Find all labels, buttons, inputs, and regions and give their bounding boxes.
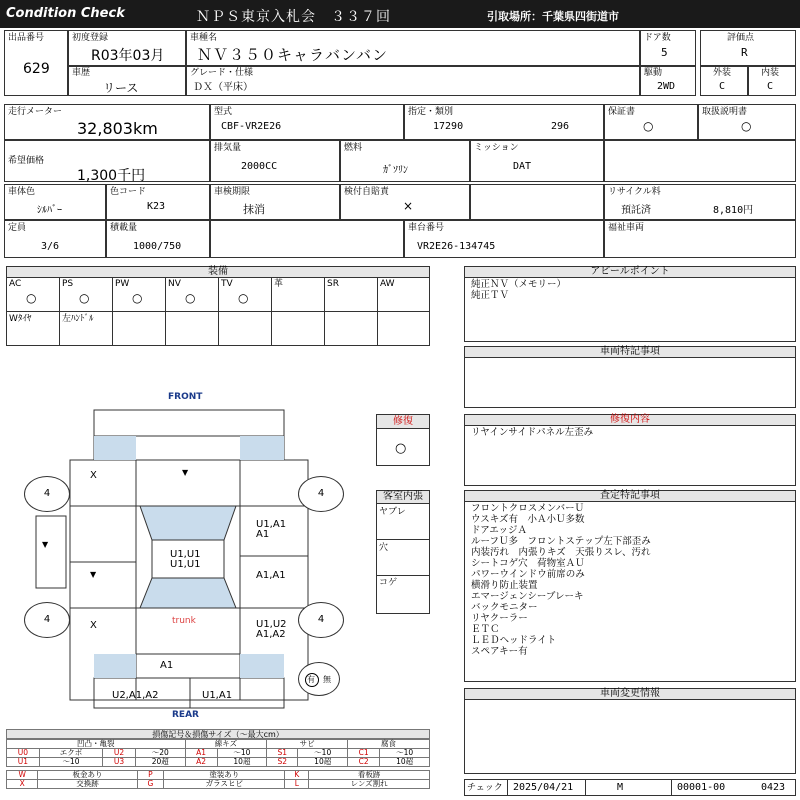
spare-none: 無 [323,675,331,684]
recycle-status: 預託済 [621,205,651,216]
tire-front-left: 4 [24,476,70,512]
price-label: 希望価格 [8,156,45,166]
first-reg-cell [68,30,186,66]
legend-code: A2 [185,758,217,767]
score-cell [700,30,796,66]
load-label: 積載量 [110,223,138,233]
inspector-notes-title: 査定特記事項 [465,491,795,502]
color-cell [4,184,106,220]
color-label: 車体色 [8,187,36,197]
cabin-item-hole: 穴 [379,543,389,553]
type-label: 型式 [214,107,233,117]
chassis-cell [404,220,604,258]
special-title: 車両特記事項 [465,347,795,358]
recycle-fee: 8,810円 [713,205,754,216]
repair-mark: ○ [395,441,407,456]
tire-front-right: 4 [298,476,344,512]
tire-rear-right: 4 [298,602,344,638]
legend-desc: エクボ [39,749,102,758]
auction-title: ＮＰＳ東京入札会 ３３７回 [196,9,391,25]
legend-note-code: X [7,780,38,789]
warranty-mark: ○ [643,119,654,133]
spare-yes: 有 [307,675,315,684]
mark-left-door: ▼ [42,540,49,549]
appeal-section [464,266,796,342]
legend-group-dent: 凹凸・亀裂 [7,740,186,749]
chassis-value: VR2E26-134745 [417,241,496,252]
damage-legend [6,729,430,789]
warranty-label: 保証書 [608,107,636,117]
mark-right-middle: A1,A1 [256,570,286,581]
mark-rear-right: U1,U2 A1,A2 [256,619,287,640]
insurance-label: 検付自賠責 [344,187,390,197]
spare-tire [298,662,340,696]
designation-value: 17290 [433,121,464,132]
equip-mark-tv: ○ [238,291,249,305]
inspection-cell [210,184,340,220]
interior-label: 内装 [761,68,780,78]
legend-code: U0 [7,749,40,758]
legend-code: A1 [185,749,217,758]
drive-value: 2WD [657,81,676,92]
blank-cell-1 [604,140,796,182]
repair-box [376,414,430,466]
legend-note: 板金あり [38,771,137,780]
trunk-label: trunk [172,616,196,626]
warranty-cell [604,104,698,140]
grade-value: ＤＸ（平床） [193,82,253,93]
mark-hood: ▼ [182,468,189,477]
equipment-table [6,266,430,346]
model-name: ＮＶ３５０キャラバンバン [197,46,388,64]
check-footer [464,779,796,796]
legend-desc: 10超 [217,758,267,767]
model-cell [186,30,640,66]
legend-desc: 10超 [298,758,348,767]
legend-note-code: P [137,771,164,780]
mission-label: ミッション [474,143,519,153]
repair-title: 修復 [377,415,429,429]
designation-label: 指定・類別 [408,107,454,117]
check-date: 2025/04/21 [513,782,574,793]
price-value: 1,300千円 [77,168,146,184]
legend-group-rust: サビ [267,740,348,749]
mark-rear-bumper: A1 [160,660,174,671]
equip-label-nv: NV [168,279,181,289]
repair-detail-title: 修復内容 [465,415,795,426]
grade-cell [186,66,640,96]
history-value: リース [103,81,139,95]
score-value: R [741,46,748,59]
legend-code: S2 [267,758,298,767]
cabin-box [376,490,430,614]
legend-code: U3 [103,758,136,767]
mark-left-panel: ▼ [90,570,97,579]
equip-label-pw: PW [115,279,130,289]
front-label: FRONT [168,392,203,402]
capacity-value: 3/6 [41,241,60,252]
legend-table [6,739,430,767]
color-code-value: K23 [147,201,166,212]
legend-code: S1 [267,749,298,758]
legend-notes [6,770,430,789]
inspector-notes-text: フロントクロスメンバーＵ ウスキズ有 小Ａ小Ｕ多数 ドアエッジＡ ルーフＵ多 フロントステップ左下部歪み 内装汚れ 内張りキズ 天張りスレ、汚れ シートコゲ穴 荷物室ＡＵ パワーウインドウ前席のみ 横滑り防止装置 エマージェンシーブレーキ バックモニター リヤクーラー ＥＴＣ ＬＥＤヘッドライト スペアキー有 [471,503,651,657]
legend-desc: 〜10 [39,758,102,767]
drive-cell [640,66,696,96]
doors-cell [640,30,696,66]
legend-code: C1 [348,749,380,758]
legend-note-code: K [285,771,309,780]
equip-mark-pw: ○ [132,291,143,305]
legend-desc: 〜10 [298,749,348,758]
mark-front-left: X [90,470,97,481]
pickup-location: 引取場所：千葉県四街道市 [487,10,619,23]
designation-cell [404,104,604,140]
lot-number: 629 [23,61,50,77]
grade-label: グレード・仕様 [190,68,254,78]
mileage-value: 32,803km [77,119,158,138]
mark-front-right: U1,A1 A1 [256,519,287,540]
insurance-cell [340,184,470,220]
mark-bottom-left: U2,A1,A2 [112,690,159,701]
legend-note: レンズ割れ [309,780,430,789]
fuel-value: ｶﾞｿﾘﾝ [383,165,408,176]
mark-roof: U1,U1 U1,U1 [170,549,201,570]
blank-cell-3 [210,220,404,258]
legend-note-code: W [7,771,38,780]
capacity-cell [4,220,106,258]
category-value: 296 [551,121,570,132]
color-code-cell [106,184,210,220]
fuel-label: 燃料 [344,143,363,153]
equip-mark-nv: ○ [185,291,196,305]
changes-title: 車両変更情報 [465,689,795,700]
mark-bottom-right: U1,A1 [202,690,233,701]
mission-cell [470,140,604,182]
equip-label-sr: SR [327,279,339,289]
legend-desc: 〜20 [135,749,185,758]
first-reg-label: 初度登録 [72,33,109,43]
interior-value: C [767,81,774,92]
mark-rear-left: X [90,620,97,631]
fuel-cell [340,140,470,182]
cabin-item-burn: コゲ [379,578,398,588]
car-diagram [0,380,370,725]
doc-code: 00001-00 [677,782,726,793]
mission-value: DAT [513,161,532,172]
legend-code: U2 [103,749,136,758]
inspection-value: 抹消 [243,203,265,216]
history-cell [68,66,186,96]
equip-label-tv: TV [221,279,233,289]
legend-note: ガラスヒビ [164,780,285,789]
model-label: 車種名 [190,33,218,43]
tire-rear-left: 4 [24,602,70,638]
displacement-label: 排気量 [214,143,242,153]
form-title: Condition Check [6,6,125,21]
equip-label-ps: PS [62,279,74,289]
changes-section [464,688,796,774]
displacement-value: 2000CC [241,161,278,172]
chassis-label: 車台番号 [408,223,445,233]
displacement-cell [210,140,340,182]
exterior-cell [700,66,748,96]
lot-label: 出品番号 [8,33,45,43]
legend-group-corrosion: 腐食 [348,740,430,749]
inspection-label: 車検期限 [214,187,251,197]
first-reg-value: R03年03月 [91,48,165,64]
manual-label: 取扱説明書 [702,107,748,117]
check-label: チェック [467,783,503,793]
equip-left-handle: 左ﾊﾝﾄﾞﾙ [62,314,94,324]
price-cell [4,140,210,182]
legend-desc: 10超 [380,758,430,767]
inspector-notes-section [464,490,796,682]
legend-desc: 〜10 [217,749,267,758]
legend-note: 看板跡 [309,771,430,780]
header-bar [0,0,800,28]
legend-note-code: L [285,780,309,789]
load-value: 1000/750 [133,241,182,252]
insurance-value: × [403,199,414,213]
legend-note-code: G [137,780,164,789]
manual-mark: ○ [741,119,752,133]
cabin-item-tear: ヤブレ [379,507,406,517]
color-code-label: 色コード [110,187,147,197]
repair-detail-text: リヤインサイドパネル左歪み [471,427,594,438]
legend-code: C2 [348,758,380,767]
equip-label-ac: AC [9,279,22,289]
mileage-label: 走行メーター [8,107,63,117]
equipment-title: 装備 [7,267,429,278]
interior-cell [748,66,796,96]
exterior-label: 外装 [713,68,732,78]
manual-cell [698,104,796,140]
appeal-title: アピールポイント [465,267,795,278]
blank-cell-2 [470,184,604,220]
color-value: ｼﾙﾊﾞｰ [37,205,62,216]
legend-group-scratch: 線キズ [185,740,267,749]
cabin-title: 客室内張 [377,491,429,504]
legend-note: 塗装あり [164,771,285,780]
welfare-label: 福祉車両 [608,223,645,233]
special-section [464,346,796,408]
history-label: 車歴 [72,68,91,78]
equip-w-tire: Wﾀｲﾔ [9,314,32,324]
legend-desc: 20超 [135,758,185,767]
recycle-cell [604,184,796,220]
doors-value: 5 [661,46,668,59]
legend-title: 損傷記号＆損傷サイズ（〜最大cm） [6,729,430,739]
mileage-cell [4,104,210,140]
equip-label-leather: 革 [274,279,284,289]
appeal-text: 純正ＮＶ（メモリー） 純正ＴＶ [471,279,567,301]
capacity-label: 定員 [8,223,27,233]
legend-desc: 〜10 [380,749,430,758]
lot-cell [4,30,68,96]
score-label: 評価点 [727,33,755,43]
equip-mark-ps: ○ [79,291,90,305]
equip-mark-ac: ○ [26,291,37,305]
legend-code: U1 [7,758,40,767]
legend-note: 交換跡 [38,780,137,789]
recycle-label: リサイクル料 [608,187,661,197]
drive-label: 駆動 [644,68,663,78]
type-value: CBF-VR2E26 [221,121,282,132]
equip-label-aw: AW [380,279,395,289]
welfare-cell [604,220,796,258]
type-cell [210,104,404,140]
inspector-code: M [617,782,624,793]
load-cell [106,220,210,258]
repair-detail-section [464,414,796,486]
doors-label: ドア数 [644,33,671,43]
doc-number: 0423 [761,782,786,793]
exterior-value: C [719,81,726,92]
rear-label: REAR [172,710,199,720]
